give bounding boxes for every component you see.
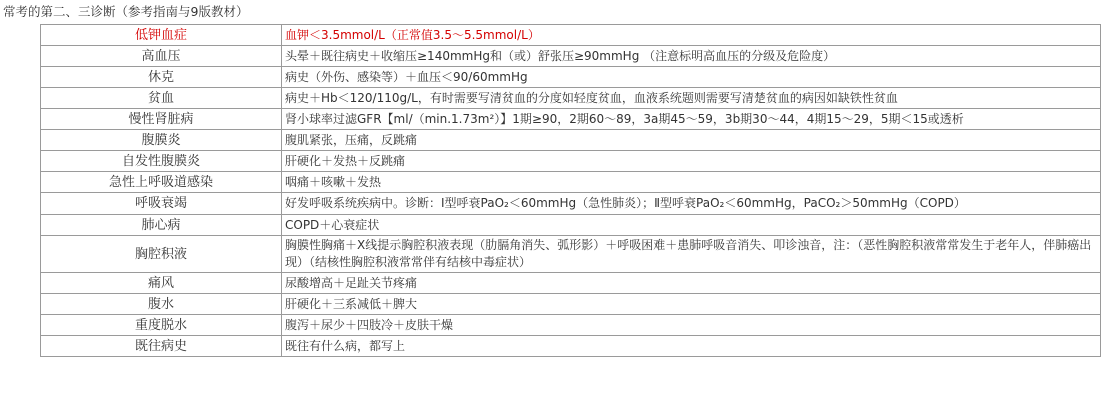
table-row — [41, 336, 1101, 357]
diagnosis-criteria: 好发呼吸系统疾病中。诊断：Ⅰ型呼衰PaO₂＜60mmHg（急性肺炎）；Ⅱ型呼衰PaO₂＜60mmHg，PaCO₂＞50mmHg（COPD） — [282, 193, 1101, 215]
table-row — [41, 294, 1101, 315]
diagnosis-criteria: 腹泻＋尿少＋四肢冷＋皮肤干燥 — [282, 315, 1101, 336]
diagnosis-criteria: 病史＋Hb＜120/110g/L，有时需要写清贫血的分度如轻度贫血，血液系统题则需要写清楚贫血的病因如缺铁性贫血 — [282, 88, 1101, 109]
table-row — [41, 193, 1101, 215]
table-row — [41, 236, 1101, 273]
table-row — [41, 215, 1101, 236]
diagnosis-name: 慢性肾脏病 — [41, 109, 282, 130]
table-row — [41, 67, 1101, 88]
diagnosis-table — [40, 24, 1101, 357]
table-row — [41, 25, 1101, 46]
diagnosis-criteria: 头晕＋既往病史＋收缩压≥140mmHg和（或）舒张压≥90mmHg （注意标明高血压的分级及危险度） — [282, 46, 1101, 67]
diagnosis-name: 痛风 — [41, 273, 282, 294]
diagnosis-name: 肺心病 — [41, 215, 282, 236]
diagnosis-name: 胸腔积液 — [41, 236, 282, 273]
table-row — [41, 172, 1101, 193]
diagnosis-criteria: 肝硬化＋发热＋反跳痛 — [282, 151, 1101, 172]
diagnosis-criteria: 腹肌紧张，压痛，反跳痛 — [282, 130, 1101, 151]
diagnosis-name: 重度脱水 — [41, 315, 282, 336]
table-row — [41, 130, 1101, 151]
diagnosis-criteria: 既往有什么病，都写上 — [282, 336, 1101, 357]
diagnosis-name: 贫血 — [41, 88, 282, 109]
diagnosis-criteria: 咽痛＋咳嗽＋发热 — [282, 172, 1101, 193]
diagnosis-criteria: 肾小球率过滤GFR【ml/（min.1.73m²）】1期≥90，2期60～89，3a期45～59，3b期30～44，4期15～29，5期＜15或透析 — [282, 109, 1101, 130]
diagnosis-name: 急性上呼吸道感染 — [41, 172, 282, 193]
diagnosis-criteria: COPD＋心衰症状 — [282, 215, 1101, 236]
table-row — [41, 109, 1101, 130]
table-row — [41, 315, 1101, 336]
diagnosis-name: 自发性腹膜炎 — [41, 151, 282, 172]
diagnosis-name: 呼吸衰竭 — [41, 193, 282, 215]
diagnosis-name: 休克 — [41, 67, 282, 88]
diagnosis-criteria: 病史（外伤、感染等）＋血压＜90/60mmHg — [282, 67, 1101, 88]
diagnosis-name: 高血压 — [41, 46, 282, 67]
table-row — [41, 151, 1101, 172]
diagnosis-criteria: 尿酸增高＋足趾关节疼痛 — [282, 273, 1101, 294]
diagnosis-criteria: 胸膜性胸痛＋X线提示胸腔积液表现（肋膈角消失、弧形影）＋呼吸困难＋患肺呼吸音消失、叩诊浊音，注：（恶性胸腔积液常常发生于老年人，伴肺癌出现）（结核性胸腔积液常常伴有结核中毒症状） — [282, 236, 1101, 273]
diagnosis-name: 既往病史 — [41, 336, 282, 357]
diagnosis-criteria: 肝硬化＋三系减低＋脾大 — [282, 294, 1101, 315]
diagnosis-criteria: 血钾＜3.5mmol/L（正常值3.5～5.5mmol/L） — [282, 25, 1101, 46]
table-row — [41, 273, 1101, 294]
diagnosis-name: 腹膜炎 — [41, 130, 282, 151]
diagnosis-name: 低钾血症 — [41, 25, 282, 46]
page-title: 常考的第二、三诊断（参考指南与9版教材） — [3, 4, 249, 19]
diagnosis-name: 腹水 — [41, 294, 282, 315]
table-row — [41, 88, 1101, 109]
table-row — [41, 46, 1101, 67]
